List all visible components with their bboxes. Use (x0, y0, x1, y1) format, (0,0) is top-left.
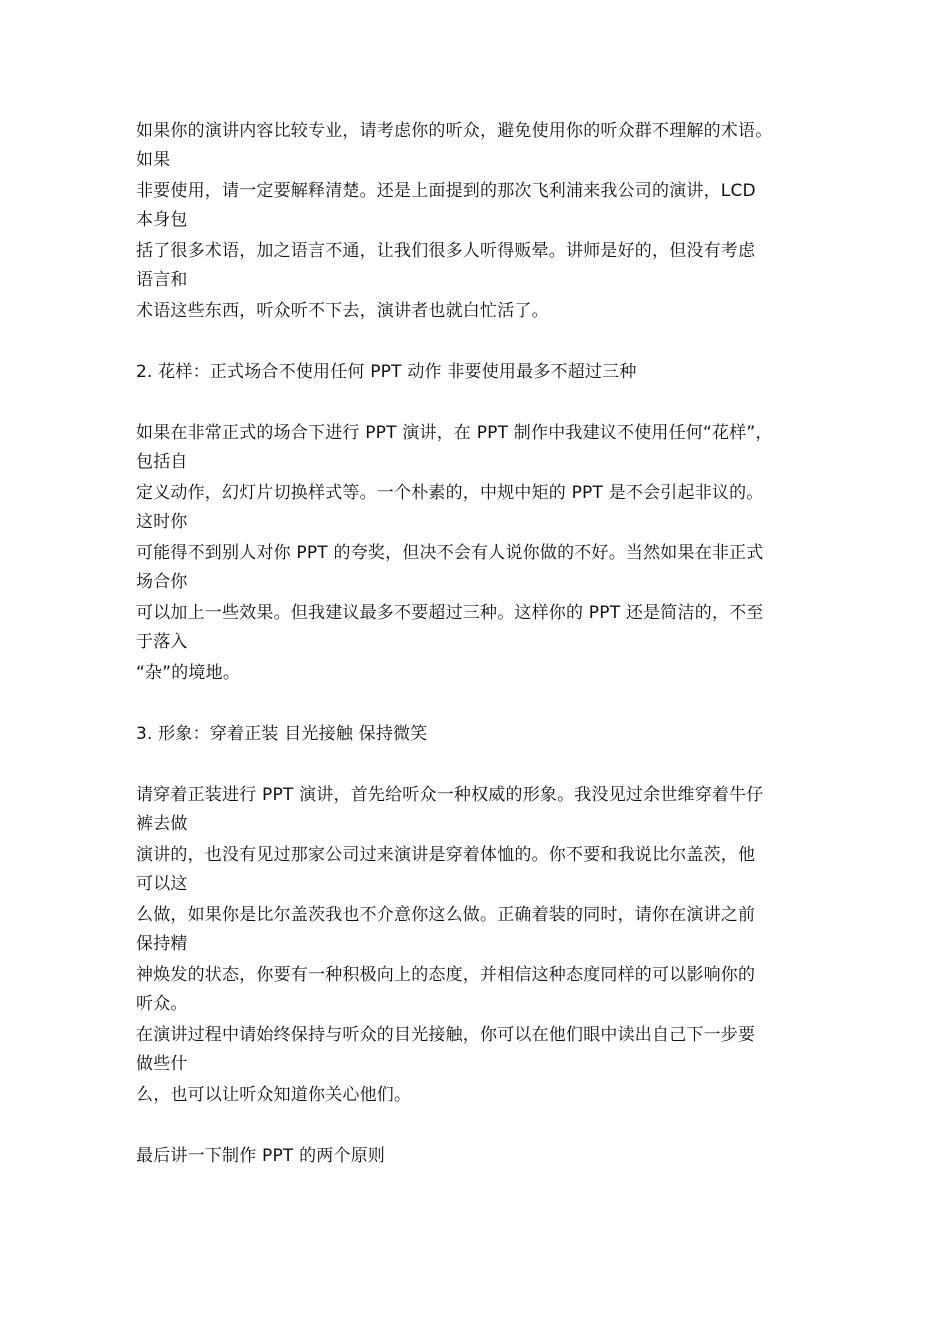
paragraph-2-line-4: 这时你 (136, 512, 188, 532)
paragraph-3-line-7: 神焕发的状态，你要有一种积极向上的态度，并相信这种态度同样的可以影响你的 (136, 965, 756, 985)
paragraph-2-line-8: 于落入 (136, 632, 188, 652)
paragraph-3-line-5: 么做，如果你是比尔盖茨我也不介意你这么做。正确着装的同时，请你在演讲之前 (136, 905, 756, 925)
paragraph-2-line-2: 包括自 (136, 452, 188, 472)
paragraph-1-line-5: 括了很多术语，加之语言不通，让我们很多人听得贩晕。讲师是好的，但没有考虑 (136, 241, 756, 261)
paragraph-2-line-9: “杂”的境地。 (136, 663, 241, 683)
paragraph-1-line-2: 如果 (136, 150, 171, 170)
paragraph-3-line-6: 保持精 (136, 934, 188, 954)
section-heading-2: 2. 花样：正式场合不使用任何 PPT 动作 非要使用最多不超过三种 (136, 362, 637, 382)
paragraph-2-line-5: 可能得不到别人对你 PPT 的夸奖，但决不会有人说你做的不好。当然如果在非正式 (136, 543, 764, 563)
paragraph-1-line-6: 语言和 (136, 270, 188, 290)
paragraph-3-line-1: 请穿着正装进行 PPT 演讲，首先给听众一种权威的形象。我没见过余世维穿着牛仔 (136, 785, 764, 805)
paragraph-3-line-9: 在演讲过程中请始终保持与听众的目光接触，你可以在他们眼中读出自己下一步要 (136, 1025, 756, 1045)
paragraph-2-line-1: 如果在非常正式的场合下进行 PPT 演讲，在 PPT 制作中我建议不使用任何“花样”， (136, 423, 773, 443)
paragraph-2-line-6: 场合你 (136, 572, 188, 592)
paragraph-2-line-3: 定义动作，幻灯片切换样式等。一个朴素的，中规中矩的 PPT 是不会引起非议的。 (136, 483, 764, 503)
paragraph-2-line-7: 可以加上一些效果。但我建议最多不要超过三种。这样你的 PPT 还是简洁的，不至 (136, 603, 764, 623)
paragraph-3-line-11: 么，也可以让听众知道你关心他们。 (136, 1085, 412, 1105)
paragraph-3-line-3: 演讲的，也没有见过那家公司过来演讲是穿着体恤的。你不要和我说比尔盖茨，他 (136, 845, 756, 865)
paragraph-3-line-10: 做些什 (136, 1054, 188, 1074)
section-heading-3: 3. 形象：穿着正装 目光接触 保持微笑 (136, 724, 428, 744)
paragraph-3-line-8: 听众。 (136, 994, 188, 1014)
paragraph-1-line-7: 术语这些东西，听众听不下去，演讲者也就白忙活了。 (136, 301, 549, 321)
closing-line: 最后讲一下制作 PPT 的两个原则 (136, 1146, 386, 1166)
paragraph-3-line-2: 裤去做 (136, 814, 188, 834)
paragraph-1-line-1: 如果你的演讲内容比较专业，请考虑你的听众，避免使用你的听众群不理解的术语。 (136, 121, 773, 141)
paragraph-3-line-4: 可以这 (136, 874, 188, 894)
paragraph-1-line-4: 本身包 (136, 210, 188, 230)
paragraph-1-line-3: 非要使用，请一定要解释清楚。还是上面提到的那次飞利浦来我公司的演讲，LCD (136, 181, 756, 201)
